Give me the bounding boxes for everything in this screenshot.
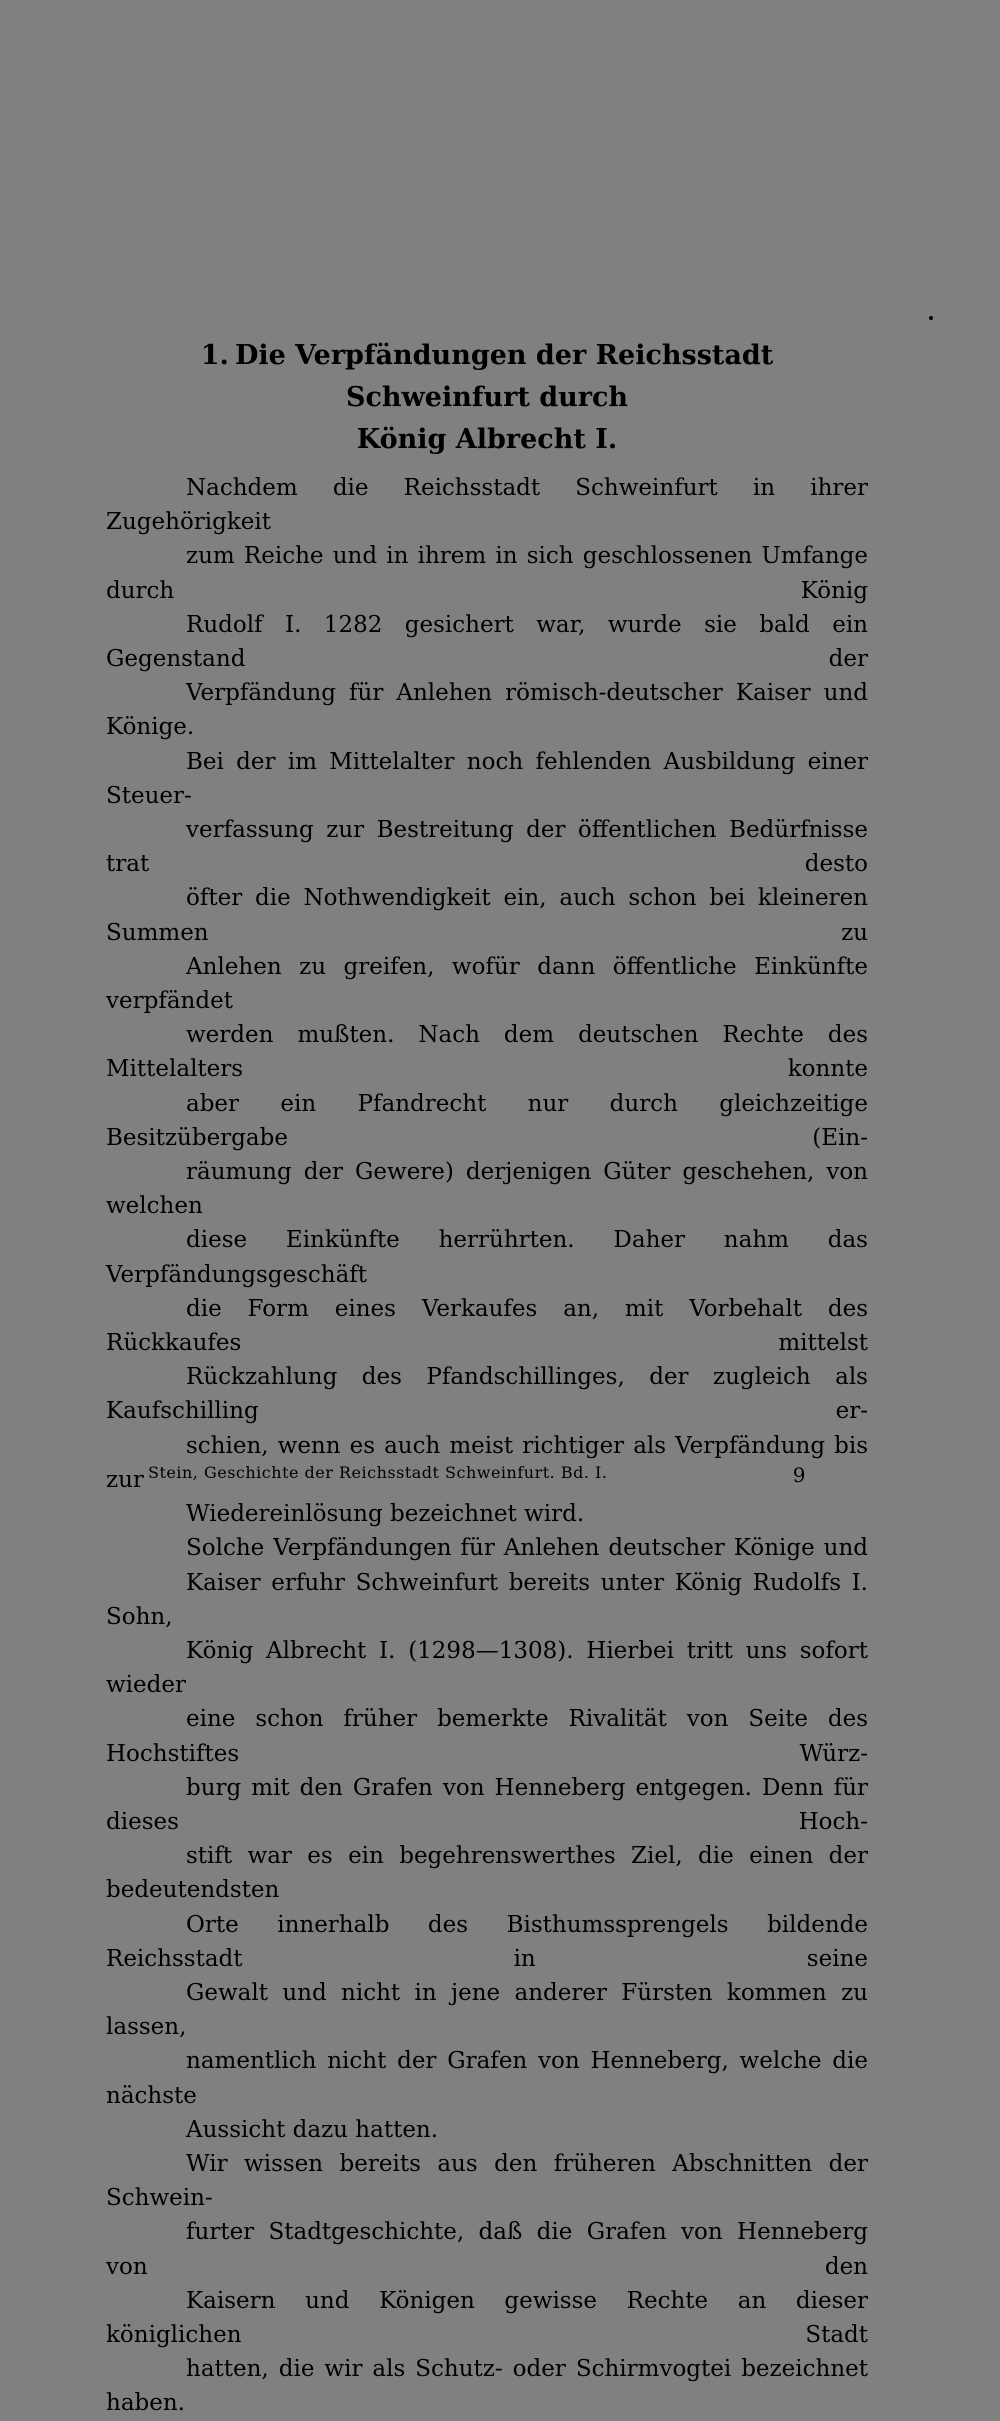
- text-line: die Form eines Verkaufes an, mit Vorbehalt des Rückkaufes mittelst: [106, 1295, 868, 1357]
- page-number: 9: [792, 1463, 806, 1487]
- page-footer: [148, 1463, 868, 1487]
- text-line: verfassung zur Bestreitung der öffentlichen Bedürfnisse trat desto: [106, 817, 868, 878]
- body-text: [106, 471, 868, 2421]
- text-line: schien, wenn es auch meist richtiger als Verpfändung bis zur: [106, 1432, 868, 1493]
- text-line: Wiedereinlösung bezeichnet wird.: [186, 1501, 585, 1528]
- paragraph-1: [106, 471, 868, 1531]
- chapter-title-part-1: Die Verpfändungen der Reichsstadt Schweinfurt durch: [234, 340, 774, 413]
- text-line: burg mit den Grafen von Henneberg entgegen. Denn für dieses Hoch-: [106, 1774, 868, 1835]
- text-line: furter Stadtgeschichte, daß die Grafen von Henneberg von den: [106, 2219, 868, 2280]
- text-line: Gewalt und nicht in jene anderer Fürsten kommen zu lassen,: [106, 1979, 868, 2041]
- text-line: Nachdem die Reichsstadt Schweinfurt in ihrer Zugehörigkeit: [106, 475, 868, 536]
- text-line: namentlich nicht der Grafen von Henneberg, welche die nächste: [106, 2048, 868, 2109]
- paragraph-3: [106, 2147, 868, 2421]
- text-line: Kaisern und Königen gewisse Rechte an dieser königlichen Stadt: [106, 2287, 868, 2348]
- paragraph-2: [106, 1531, 868, 2147]
- text-line: Verpfändung für Anlehen römisch-deutscher Kaiser und Könige.: [106, 680, 868, 741]
- text-line: Rudolf I. 1282 gesichert war, wurde sie bald ein Gegenstand der: [106, 611, 868, 673]
- text-line: hatten, die wir als Schutz- oder Schirmvogtei bezeichnet haben.: [106, 2356, 868, 2417]
- text-line: eine schon früher bemerkte Rivalität von Seite des Hochstiftes Würz-: [106, 1706, 868, 1767]
- text-line: König Albrecht I. (1298—1308). Hierbei tritt uns sofort wieder: [106, 1637, 868, 1699]
- text-line: Bei der im Mittelalter noch fehlenden Ausbildung einer Steuer-: [106, 748, 868, 809]
- text-line: Kaiser erfuhr Schweinfurt bereits unter König Rudolfs I. Sohn,: [106, 1569, 868, 1630]
- text-line: Solche Verpfändungen für Anlehen deutscher Könige und: [186, 1535, 868, 1562]
- chapter-heading-line-1: [106, 335, 868, 419]
- text-line: Orte innerhalb des Bisthumssprengels bildende Reichsstadt in seine: [106, 1911, 868, 1972]
- text-line: öfter die Nothwendigkeit ein, auch schon bei kleineren Summen zu: [106, 885, 868, 946]
- text-line: aber ein Pfandrecht nur durch gleichzeitige Besitzübergabe (Ein-: [106, 1090, 868, 1151]
- scan-speck: [929, 316, 933, 320]
- chapter-title-part-2: König Albrecht I.: [356, 424, 618, 455]
- chapter-heading: [106, 335, 868, 461]
- page-body: [106, 335, 868, 2421]
- text-line: räumung der Gewere) derjenigen Güter geschehen, von welchen: [106, 1159, 868, 1220]
- text-line: Anlehen zu greifen, wofür dann öffentliche Einkünfte verpfändet: [106, 953, 868, 1015]
- text-line: Aussicht dazu hatten.: [186, 2116, 439, 2143]
- chapter-number: 1.: [200, 340, 229, 371]
- footer-signature: Stein, Geschichte der Reichsstadt Schweinfurt. Bd. I.: [148, 1463, 608, 1482]
- text-line: werden mußten. Nach dem deutschen Rechte des Mittelalters konnte: [106, 1022, 868, 1083]
- text-line: diese Einkünfte herrührten. Daher nahm das Verpfändungsgeschäft: [106, 1227, 868, 1288]
- text-line: Wir wissen bereits aus den früheren Abschnitten der Schwein-: [106, 2150, 868, 2212]
- text-line: zum Reiche und in ihrem in sich geschlossenen Umfange durch König: [106, 543, 868, 604]
- text-line: Rückzahlung des Pfandschillinges, der zugleich als Kaufschilling er-: [106, 1364, 868, 1425]
- text-line: stift war es ein begehrenswerthes Ziel, die einen der bedeutendsten: [106, 1843, 868, 1904]
